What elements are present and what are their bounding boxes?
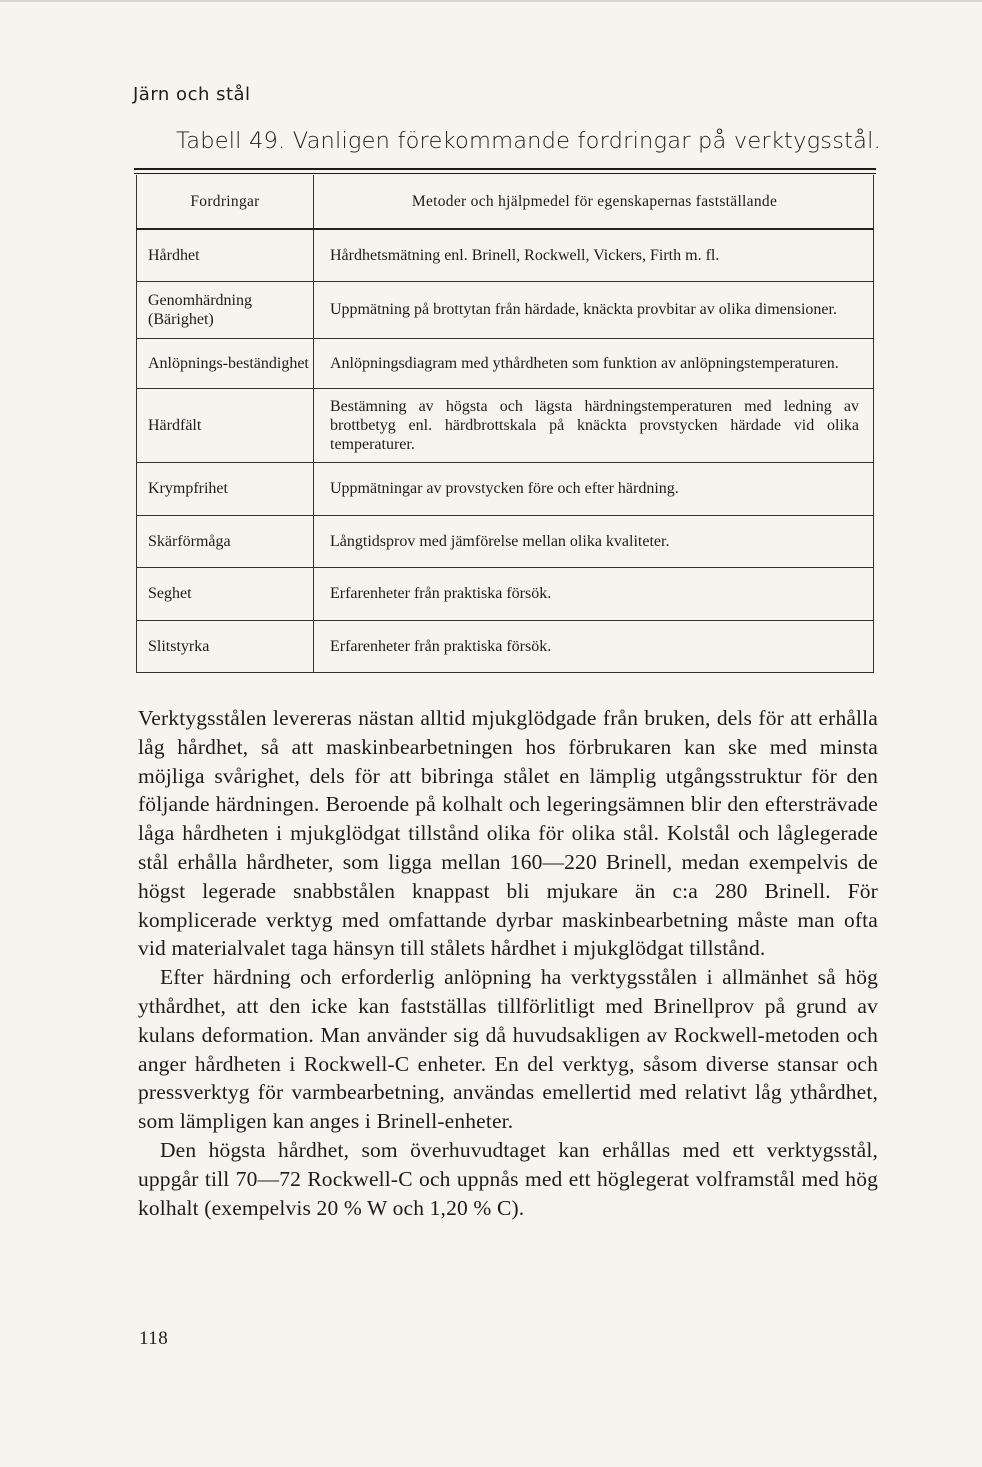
- running-head: Järn och stål: [133, 84, 251, 105]
- table-row: [137, 620, 874, 672]
- requirement-cell: Genomhärdning (Bärighet): [137, 281, 314, 338]
- table-row: [137, 515, 874, 567]
- method-cell: Uppmätningar av provstycken före och efter härdning.: [314, 462, 874, 515]
- table-header-row: [137, 175, 874, 229]
- table-row: [137, 567, 874, 620]
- requirement-cell: Skärförmåga: [137, 515, 314, 567]
- method-cell: Hårdhetsmätning enl. Brinell, Rockwell, Vickers, Firth m. fl.: [314, 229, 874, 281]
- method-cell: Erfarenheter från praktiska försök.: [314, 620, 874, 672]
- requirement-cell: Krympfrihet: [137, 462, 314, 515]
- method-cell: Anlöpningsdiagram med ythårdheten som funktion av anlöpningstemperaturen.: [314, 338, 874, 388]
- requirement-cell: Anlöpnings-beständighet: [137, 338, 314, 388]
- method-cell: Långtidsprov med jämförelse mellan olika kvaliteter.: [314, 515, 874, 567]
- paragraph: Efter härdning och erforderlig anlöpning ha verktygsstålen i allmänhet så hög ythårdhet, att den icke kan fastställas tillförlitligt med Brinellprov på grund av kulans deformation. Man använder sig då huvudsakligen av Rockwell-metoden och anger hårdheten i Rockwell-C enheter. En del verktyg, såsom diverse stansar och pressverktyg för varmbearbetning, användas emellertid med relativt låg ythårdhet, som lämpligen kan anges i Brinell-enheter.: [138, 965, 878, 1134]
- paragraph: Den högsta hårdhet, som överhuvudtaget kan erhållas med ett verktygsstål, uppgår till 70—72 Rockwell-C och uppnås med ett höglegerat volframstål med hög kolhalt (exempelvis 20 % W och 1,20 % C).: [138, 1137, 878, 1220]
- table-row: [137, 338, 874, 388]
- body-text: [138, 704, 878, 1222]
- requirement-cell: Härdfält: [137, 388, 314, 462]
- table-row: [137, 388, 874, 462]
- column-header-methods: Metoder och hjälpmedel för egenskapernas fastställande: [314, 175, 874, 229]
- page-number: 118: [139, 1328, 169, 1349]
- title-rule: [134, 168, 876, 170]
- paragraph: Verktygsstålen levereras nästan alltid mjukglödgade från bruken, dels för att erhålla låg hårdhet, så att maskinbearbetningen hos förbrukaren kan ske med minsta möjliga svårighet, dels för att bibringa stålet en lämplig utgångsstruktur för den följande härdningen. Beroende på kolhalt och legeringsämnen blir den eftersträvade låga hårdheten i mjukglödgat tillstånd olika för olika stål. Kolstål och låglegerade stål erhålla hårdheter, som ligga mellan 160—220 Brinell, medan exempelvis de högst legerade snabbstålen knappast bli mjukare än c:a 280 Brinell. För komplicerade verktyg med omfattande dyrbar maskinbearbetning måste man ofta vid materialvalet taga hänsyn till stålets hårdhet i mjukglödgat tillstånd.: [138, 706, 878, 961]
- page-edge-rule: [0, 0, 982, 2]
- title-rule-thin: [134, 173, 876, 174]
- method-cell: Bestämning av högsta och lägsta härdningstemperaturen med ledning av brottbetyg enl. härdbrottskala på knäckta provstycken härdade vid olika temperaturer.: [314, 388, 874, 462]
- table-row: [137, 229, 874, 281]
- column-header-requirements: Fordringar: [137, 175, 314, 229]
- table-title: Tabell 49. Vanligen förekommande fordringar på verktygsstål.: [176, 128, 881, 154]
- table-row: [137, 281, 874, 338]
- requirement-cell: Seghet: [137, 567, 314, 620]
- requirement-cell: Slitstyrka: [137, 620, 314, 672]
- method-cell: Uppmätning på brottytan från härdade, knäckta provbitar av olika dimensioner.: [314, 281, 874, 338]
- requirements-table: [136, 175, 874, 673]
- requirement-cell: Hårdhet: [137, 229, 314, 281]
- table-row: [137, 462, 874, 515]
- method-cell: Erfarenheter från praktiska försök.: [314, 567, 874, 620]
